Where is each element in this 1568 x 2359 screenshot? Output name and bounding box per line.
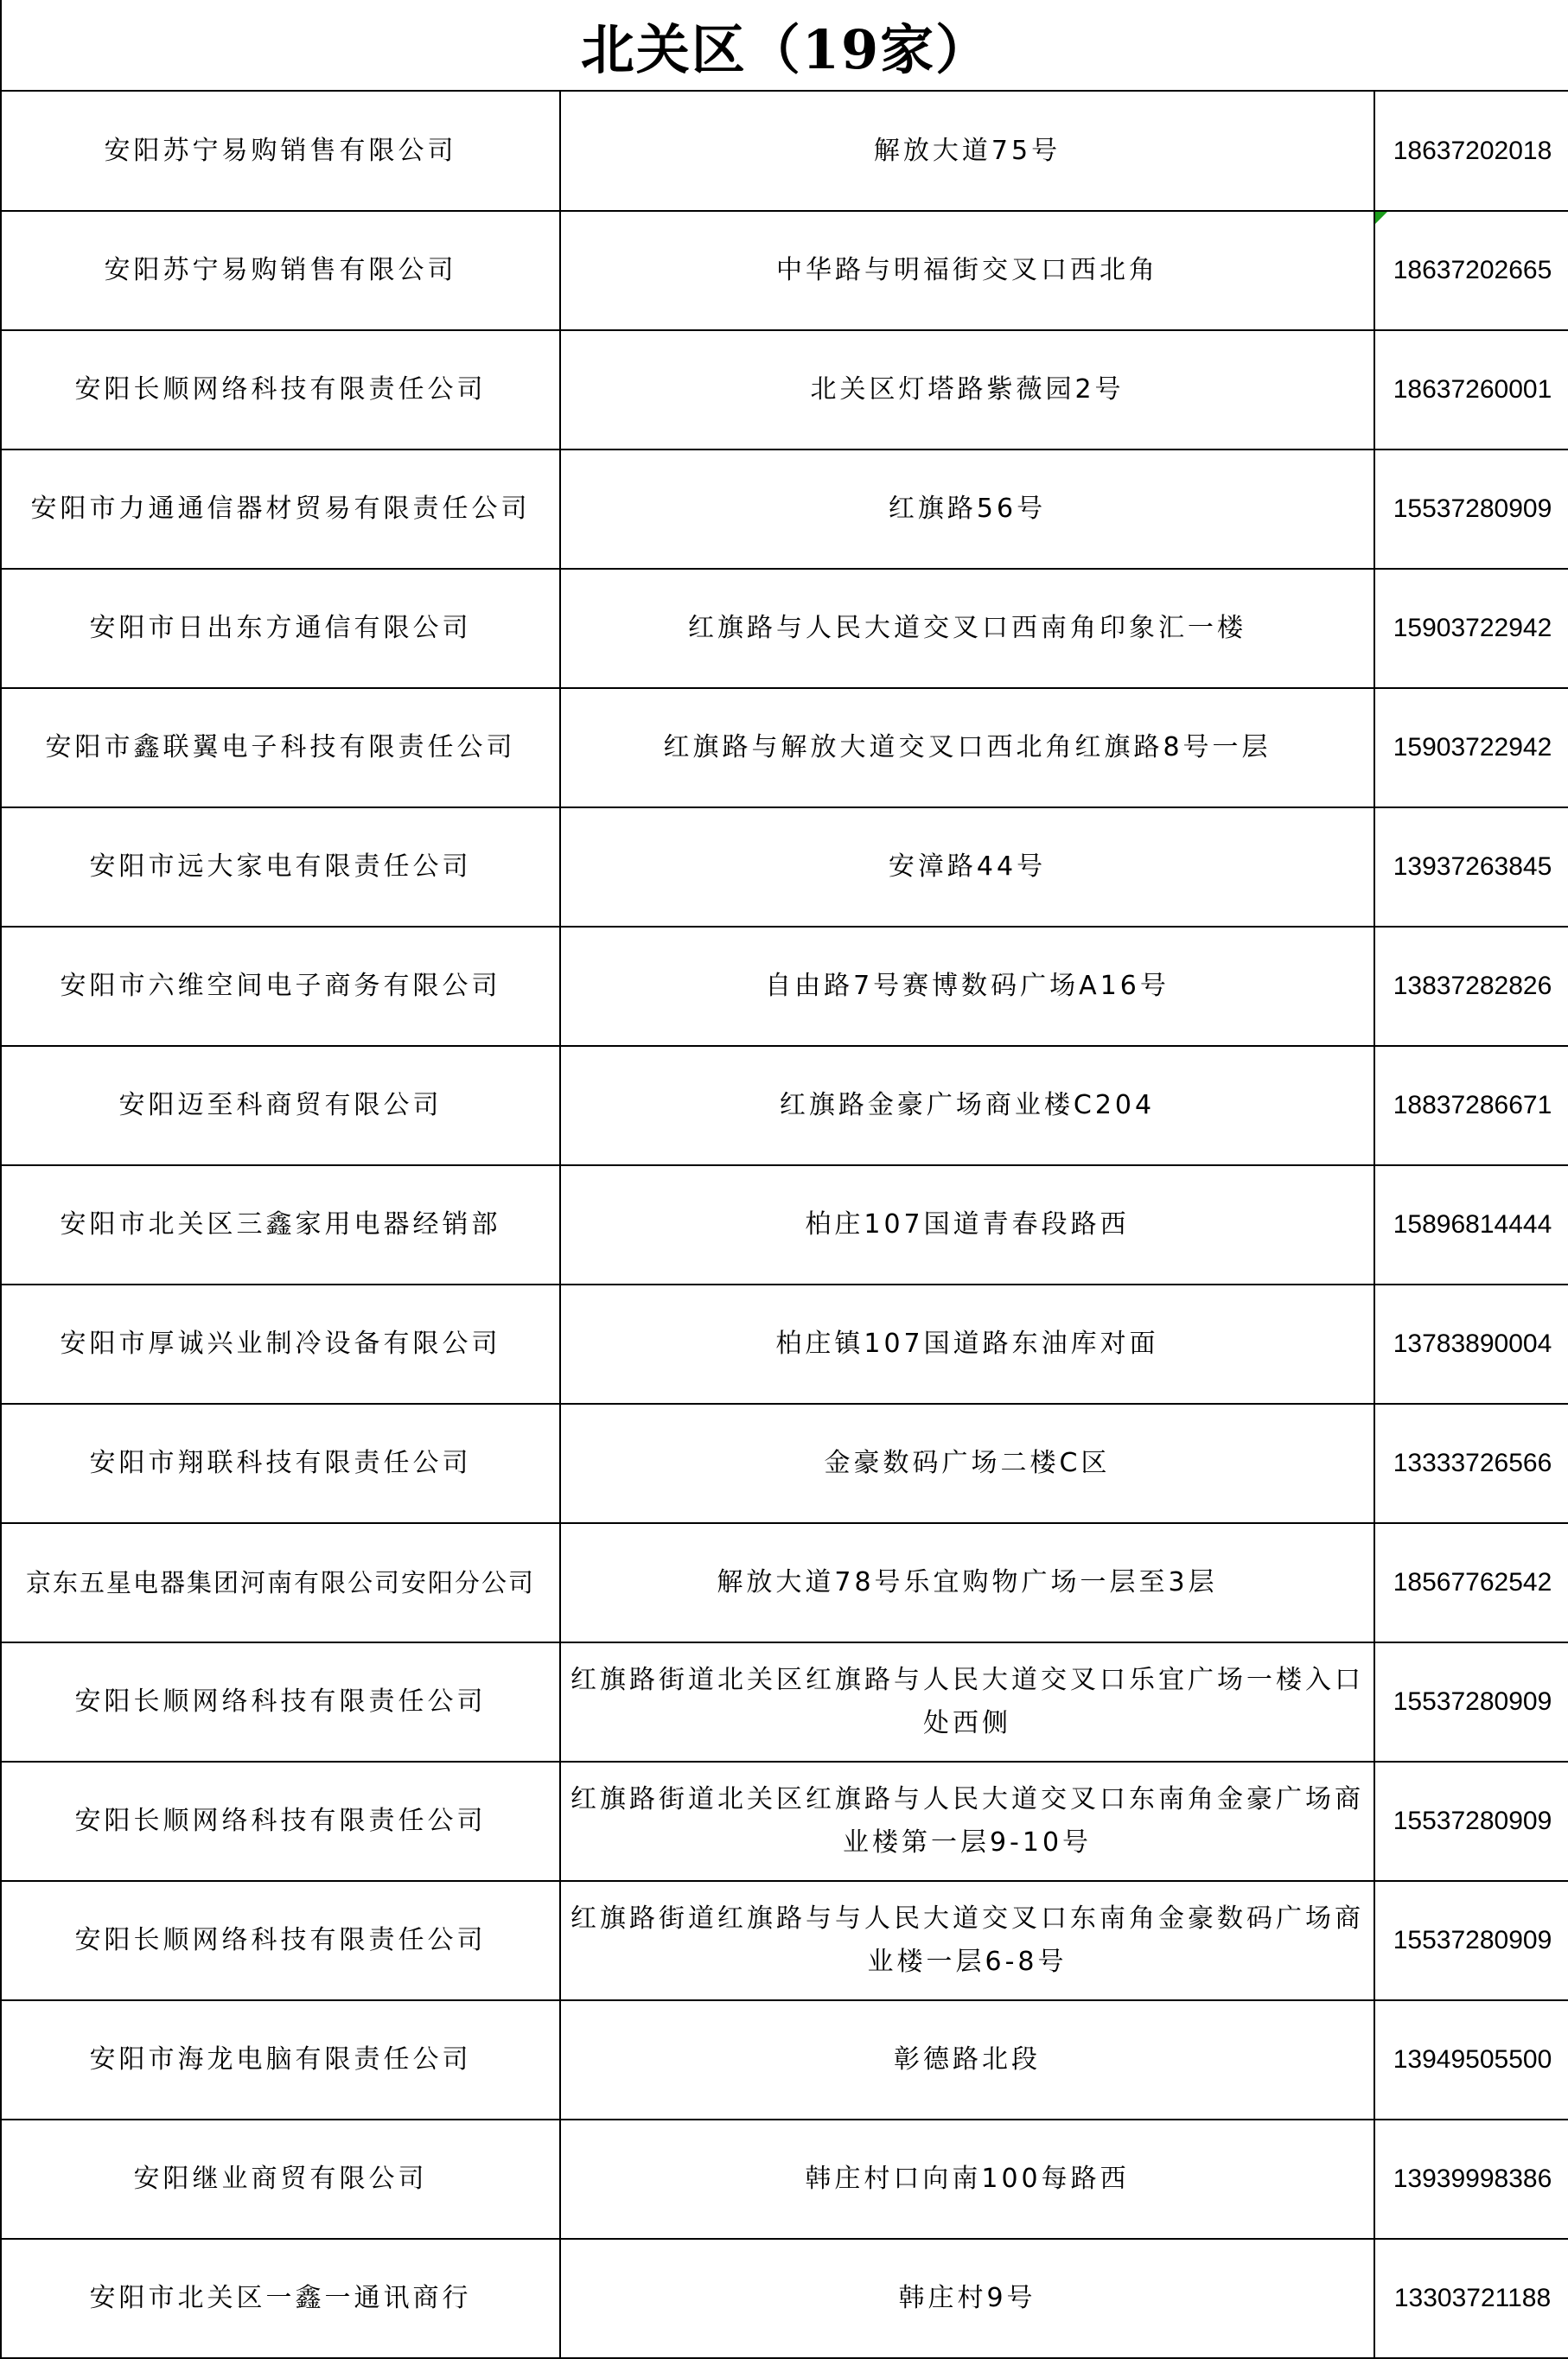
- address-cell: 解放大道78号乐宜购物广场一层至3层: [560, 1523, 1374, 1642]
- address-cell: 红旗路街道红旗路与与人民大道交叉口东南角金豪数码广场商业楼一层6-8号: [560, 1881, 1374, 2000]
- company-cell: 安阳市日出东方通信有限公司: [2, 569, 560, 688]
- store-table: [2, 92, 1568, 2359]
- table-row: [2, 569, 1568, 688]
- company-cell: 安阳市北关区三鑫家用电器经销部: [2, 1165, 560, 1285]
- company-cell: 安阳长顺网络科技有限责任公司: [2, 1762, 560, 1881]
- phone-cell: 15537280909: [1374, 1881, 1568, 2000]
- company-cell: 安阳市远大家电有限责任公司: [2, 807, 560, 927]
- phone-cell: 15537280909: [1374, 449, 1568, 569]
- phone-cell: 13783890004: [1374, 1285, 1568, 1404]
- address-cell: 中华路与明福街交叉口西北角: [560, 211, 1374, 330]
- phone-cell: 18637260001: [1374, 330, 1568, 449]
- company-cell: 安阳市鑫联翼电子科技有限责任公司: [2, 688, 560, 807]
- address-cell: 金豪数码广场二楼C区: [560, 1404, 1374, 1523]
- phone-cell: 15896814444: [1374, 1165, 1568, 1285]
- table-row: [2, 1165, 1568, 1285]
- address-cell: 韩庄村口向南100每路西: [560, 2120, 1374, 2239]
- phone-cell: 13333726566: [1374, 1404, 1568, 1523]
- company-cell: 安阳长顺网络科技有限责任公司: [2, 1642, 560, 1762]
- table-row: [2, 1642, 1568, 1762]
- company-cell: 安阳市厚诚兴业制冷设备有限公司: [2, 1285, 560, 1404]
- address-cell: 北关区灯塔路紫薇园2号: [560, 330, 1374, 449]
- phone-cell: 13937263845: [1374, 807, 1568, 927]
- address-cell: 自由路7号赛博数码广场A16号: [560, 927, 1374, 1046]
- company-cell: 安阳长顺网络科技有限责任公司: [2, 1881, 560, 2000]
- phone-cell: 13303721188: [1374, 2239, 1568, 2358]
- address-cell: 柏庄镇107国道路东油库对面: [560, 1285, 1374, 1404]
- table-row: [2, 1762, 1568, 1881]
- company-cell: 安阳市力通通信器材贸易有限责任公司: [2, 449, 560, 569]
- address-cell: 红旗路金豪广场商业楼C204: [560, 1046, 1374, 1165]
- table-row: [2, 92, 1568, 211]
- company-cell: 安阳市北关区一鑫一通讯商行: [2, 2239, 560, 2358]
- table-row: [2, 2120, 1568, 2239]
- phone-cell: 15537280909: [1374, 1762, 1568, 1881]
- phone-cell: 18637202018: [1374, 92, 1568, 211]
- table-row: [2, 1046, 1568, 1165]
- address-cell: 彰德路北段: [560, 2000, 1374, 2120]
- phone-cell: 15903722942: [1374, 688, 1568, 807]
- address-cell: 红旗路与人民大道交叉口西南角印象汇一楼: [560, 569, 1374, 688]
- table-row: [2, 1285, 1568, 1404]
- table-row: [2, 1523, 1568, 1642]
- phone-cell: 15903722942: [1374, 569, 1568, 688]
- table-row: [2, 688, 1568, 807]
- phone-cell: 18637202665: [1374, 211, 1568, 330]
- phone-cell: 15537280909: [1374, 1642, 1568, 1762]
- table-row: [2, 807, 1568, 927]
- company-cell: 安阳继业商贸有限公司: [2, 2120, 560, 2239]
- company-cell: 安阳苏宁易购销售有限公司: [2, 92, 560, 211]
- phone-cell: 13939998386: [1374, 2120, 1568, 2239]
- phone-cell: 18567762542: [1374, 1523, 1568, 1642]
- table-row: [2, 2000, 1568, 2120]
- company-cell: 安阳苏宁易购销售有限公司: [2, 211, 560, 330]
- company-cell: 安阳市翔联科技有限责任公司: [2, 1404, 560, 1523]
- company-cell: 京东五星电器集团河南有限公司安阳分公司: [2, 1523, 560, 1642]
- table-row: [2, 1404, 1568, 1523]
- phone-cell: 18837286671: [1374, 1046, 1568, 1165]
- phone-cell: 13949505500: [1374, 2000, 1568, 2120]
- address-cell: 柏庄107国道青春段路西: [560, 1165, 1374, 1285]
- company-cell: 安阳迈至科商贸有限公司: [2, 1046, 560, 1165]
- address-cell: 红旗路56号: [560, 449, 1374, 569]
- address-cell: 红旗路与解放大道交叉口西北角红旗路8号一层: [560, 688, 1374, 807]
- phone-cell: 13837282826: [1374, 927, 1568, 1046]
- address-cell: 红旗路街道北关区红旗路与人民大道交叉口东南角金豪广场商业楼第一层9-10号: [560, 1762, 1374, 1881]
- table-row: [2, 449, 1568, 569]
- address-cell: 解放大道75号: [560, 92, 1374, 211]
- address-cell: 安漳路44号: [560, 807, 1374, 927]
- table-row: [2, 927, 1568, 1046]
- store-table-body: [2, 92, 1568, 2358]
- title-row: [2, 0, 1568, 92]
- table-row: [2, 1881, 1568, 2000]
- table-row: [2, 2239, 1568, 2358]
- table-row: [2, 330, 1568, 449]
- address-cell: 红旗路街道北关区红旗路与人民大道交叉口乐宜广场一楼入口处西侧: [560, 1642, 1374, 1762]
- company-cell: 安阳市海龙电脑有限责任公司: [2, 2000, 560, 2120]
- page-title: 北关区（19家）: [580, 17, 991, 81]
- company-cell: 安阳市六维空间电子商务有限公司: [2, 927, 560, 1046]
- table-row: [2, 211, 1568, 330]
- company-cell: 安阳长顺网络科技有限责任公司: [2, 330, 560, 449]
- address-cell: 韩庄村9号: [560, 2239, 1374, 2358]
